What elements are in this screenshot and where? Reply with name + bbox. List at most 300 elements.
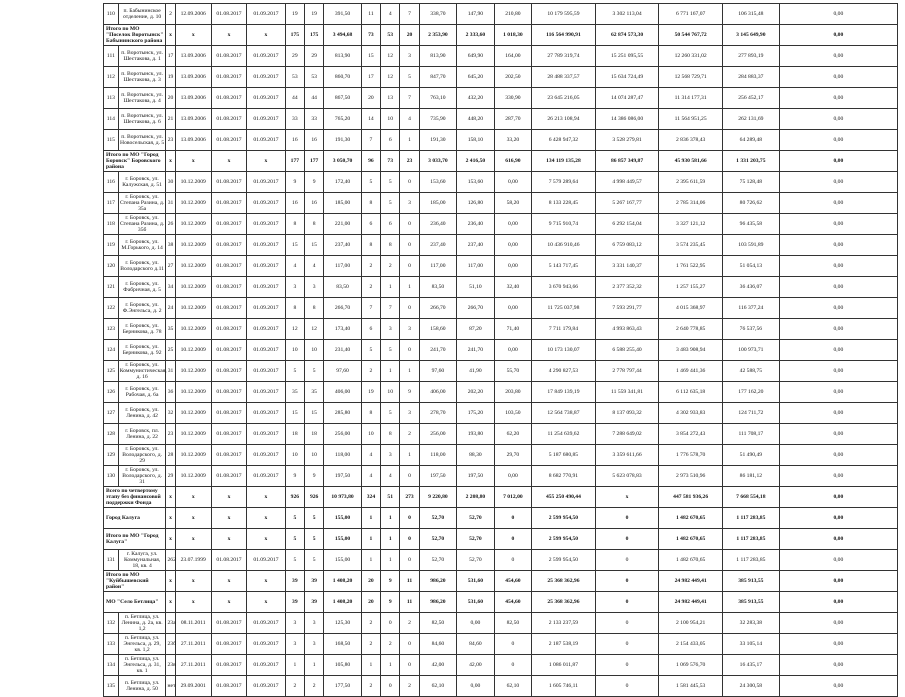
table-cell: 158,10 <box>457 130 494 151</box>
table-cell: 1 257 155,27 <box>659 277 723 298</box>
table-cell: 0 <box>400 655 419 676</box>
table-cell: 2 416,50 <box>457 151 494 172</box>
table-cell: x <box>166 592 175 613</box>
table-cell: 6 428 947,32 <box>532 130 596 151</box>
table-cell: 0 <box>400 298 419 319</box>
table-cell: 0,00 <box>779 298 897 319</box>
table-cell: 125,30 <box>324 613 361 634</box>
table-cell: 01.09.2017 <box>247 277 286 298</box>
table-cell: 105,80 <box>324 655 361 676</box>
table-cell: 454,60 <box>494 571 531 592</box>
table-cell: 10.12.2009 <box>175 256 211 277</box>
table-cell: x <box>211 487 246 508</box>
table-cell: 6 <box>381 130 400 151</box>
table-cell: 0 <box>595 592 659 613</box>
table-cell: 10 179 595,59 <box>532 4 596 25</box>
table-cell: 4 <box>361 466 380 487</box>
table-cell: 106 315,48 <box>722 4 779 25</box>
table-cell: 73 <box>381 151 400 172</box>
table-cell: 1 482 670,65 <box>659 550 723 571</box>
table-cell: 01.08.2017 <box>211 445 246 466</box>
table-cell: 8 <box>285 298 304 319</box>
table-cell: 324 <box>361 487 380 508</box>
table-cell: 3 <box>400 319 419 340</box>
table-cell: 3 327 121,12 <box>659 214 723 235</box>
table-cell: 1 <box>400 361 419 382</box>
table-cell: 2 208,80 <box>457 487 494 508</box>
table-cell: x <box>595 487 659 508</box>
table-cell: 4 <box>305 256 324 277</box>
table-cell: 0,00 <box>779 361 897 382</box>
table-cell: 30 <box>166 172 175 193</box>
table-cell: 39 <box>285 571 304 592</box>
table-cell: 1 <box>381 508 400 529</box>
table-cell: 3 <box>381 319 400 340</box>
table-cell: 10.12.2009 <box>175 193 211 214</box>
subtotal-label: МО "Село Бетлица" <box>104 592 166 613</box>
table-cell: 11 <box>361 4 380 25</box>
table-cell: 860,70 <box>324 67 361 88</box>
table-cell: 01.08.2017 <box>211 235 246 256</box>
table-cell: 448,20 <box>457 109 494 130</box>
address-cell: п. Воротынск, ул. Шестакова, д. 1 <box>118 46 166 67</box>
table-cell: 27 789 319,74 <box>532 46 596 67</box>
table-cell: 153,60 <box>419 172 456 193</box>
table-cell: 1 <box>305 655 324 676</box>
row-number: 129 <box>104 445 119 466</box>
table-cell: 29.09.2001 <box>175 676 211 697</box>
table-cell: x <box>166 25 175 46</box>
table-cell: 3 302 113,04 <box>595 4 659 25</box>
table-cell: 4 015 368,97 <box>659 298 723 319</box>
table-cell: 2 599 954,50 <box>532 529 596 550</box>
row-number: 126 <box>104 382 119 403</box>
table-cell: 01.09.2017 <box>247 424 286 445</box>
table-cell: 1 <box>361 655 380 676</box>
table-cell: 0,00 <box>779 634 897 655</box>
table-cell: 32 283,38 <box>722 613 779 634</box>
table-cell: 2 <box>361 277 380 298</box>
table-cell: 39 <box>305 571 324 592</box>
table-cell: 278,70 <box>419 403 456 424</box>
table-cell: 28 488 337,57 <box>532 67 596 88</box>
table-cell: 39 <box>285 592 304 613</box>
table-cell: x <box>211 529 246 550</box>
table-cell: 9 <box>381 592 400 613</box>
table-cell: 0,00 <box>779 529 897 550</box>
address-cell: п. Воротынск, ул. Шестакова, д. 4 <box>118 88 166 109</box>
table-cell: 20 <box>166 88 175 109</box>
table-cell: 1 <box>400 277 419 298</box>
table-cell: 16 435,17 <box>722 655 779 676</box>
table-cell: 13.09.2006 <box>175 130 211 151</box>
table-cell: 01.08.2017 <box>211 655 246 676</box>
table-cell: 10 <box>305 445 324 466</box>
row-number: 119 <box>104 235 119 256</box>
row-number: 114 <box>104 109 119 130</box>
row-number: 115 <box>104 130 119 151</box>
table-cell: 32 <box>166 403 175 424</box>
table-cell: 926 <box>305 487 324 508</box>
table-cell: 01.08.2017 <box>211 130 246 151</box>
table-cell: 454,60 <box>494 592 531 613</box>
table-cell: 338,70 <box>419 4 456 25</box>
table-cell: 13.09.2006 <box>175 109 211 130</box>
table-cell: 447 581 936,26 <box>659 487 723 508</box>
table-cell: 1 <box>381 655 400 676</box>
table-cell: 10.12.2009 <box>175 382 211 403</box>
address-cell: п. Воротынск, ул. Шестакова, д. 3 <box>118 67 166 88</box>
table-cell: 10.12.2009 <box>175 340 211 361</box>
table-cell: 9 <box>381 571 400 592</box>
table-cell: нет <box>166 676 175 697</box>
table-cell: 87,20 <box>457 319 494 340</box>
table-cell: 210,80 <box>494 4 531 25</box>
address-cell: г. Боровск, ул. Володарского д.11 <box>118 256 166 277</box>
table-cell: 0,00 <box>779 676 897 697</box>
table-cell: 0,00 <box>779 235 897 256</box>
table-cell: 0,00 <box>779 25 897 46</box>
table-cell: 2 395 611,59 <box>659 172 723 193</box>
table-cell: 96 <box>361 151 380 172</box>
table-cell: 3 <box>305 613 324 634</box>
address-cell: г. Боровск, ул. Берникова, д. 92 <box>118 340 166 361</box>
table-cell: 12 <box>305 319 324 340</box>
table-cell: 15 <box>361 46 380 67</box>
address-cell: г. Боровск, ул. М.Горького, д. 14 <box>118 235 166 256</box>
table-cell: 29 <box>166 466 175 487</box>
subtotal-label: Итого по МО "Город Боровск" Боровского района <box>104 151 166 172</box>
table-cell: 10.12.2009 <box>175 424 211 445</box>
table-cell: 0 <box>595 529 659 550</box>
table-cell: 2 778 797,44 <box>595 361 659 382</box>
table-row <box>104 256 898 277</box>
table-cell: 5 <box>285 550 304 571</box>
table-cell: 134 119 135,28 <box>532 151 596 172</box>
table-cell: 62,10 <box>419 676 456 697</box>
table-cell: 3 <box>381 445 400 466</box>
table-cell: 0 <box>494 529 531 550</box>
table-cell: x <box>247 529 286 550</box>
table-cell: 9 <box>285 466 304 487</box>
table-cell: x <box>166 529 175 550</box>
table-cell: x <box>166 571 175 592</box>
table-cell: 20 <box>361 88 380 109</box>
table-cell: 10.12.2009 <box>175 172 211 193</box>
table-cell: 86 181,12 <box>722 466 779 487</box>
table-cell: 813,90 <box>419 46 456 67</box>
table-cell: 11 725 037,98 <box>532 298 596 319</box>
table-cell: 4 290 827,53 <box>532 361 596 382</box>
table-cell: 58,20 <box>494 193 531 214</box>
table-cell: 35 <box>166 319 175 340</box>
table-cell: 0 <box>494 634 531 655</box>
table-cell: 616,90 <box>494 151 531 172</box>
table-cell: 3 670 943,66 <box>532 277 596 298</box>
table-cell: 0,00 <box>494 256 531 277</box>
table-cell: 27.11.2011 <box>175 634 211 655</box>
table-cell: 01.08.2017 <box>211 319 246 340</box>
table-cell: 01.08.2017 <box>211 634 246 655</box>
table-cell: 55,70 <box>494 361 531 382</box>
table-cell: 01.08.2017 <box>211 424 246 445</box>
table-cell: 33 <box>285 109 304 130</box>
table-cell: 0,00 <box>779 340 897 361</box>
table-cell: 0,00 <box>779 571 897 592</box>
table-cell: 0 <box>400 235 419 256</box>
table-cell: 273 <box>400 487 419 508</box>
table-cell: 26 213 108,94 <box>532 109 596 130</box>
table-cell: 0,00 <box>779 214 897 235</box>
table-cell: 284 883,37 <box>722 67 779 88</box>
table-row <box>104 277 898 298</box>
table-cell: 71,40 <box>494 319 531 340</box>
table-cell: 1 331 203,75 <box>722 151 779 172</box>
table-cell: 153,60 <box>457 172 494 193</box>
table-cell: 01.08.2017 <box>211 613 246 634</box>
table-cell: 01.09.2017 <box>247 193 286 214</box>
table-cell: 5 <box>381 403 400 424</box>
table-cell: 01.08.2017 <box>211 382 246 403</box>
address-cell: п. Воротынск, ул. Новосельская, д. 5 <box>118 130 166 151</box>
table-cell: 62 874 573,30 <box>595 25 659 46</box>
table-cell: 266,70 <box>419 298 456 319</box>
table-cell: 185,00 <box>324 193 361 214</box>
table-cell: 3 050,70 <box>324 151 361 172</box>
table-cell: 0,00 <box>779 487 897 508</box>
table-cell: 0 <box>400 550 419 571</box>
table-cell: 15 <box>305 235 324 256</box>
table-cell: 1 <box>361 529 380 550</box>
table-cell: 0 <box>400 340 419 361</box>
table-cell: 52,70 <box>457 550 494 571</box>
table-cell: 10.12.2009 <box>175 214 211 235</box>
table-cell: x <box>247 25 286 46</box>
table-cell: 1 <box>381 529 400 550</box>
table-cell: 50 544 767,72 <box>659 25 723 46</box>
table-cell: 118,00 <box>324 445 361 466</box>
table-cell: 645,20 <box>457 67 494 88</box>
table-cell: 82,50 <box>494 613 531 634</box>
table-cell: 0,00 <box>779 613 897 634</box>
table-cell: 177,50 <box>324 676 361 697</box>
table-cell: 2 599 954,50 <box>532 508 596 529</box>
table-cell: 86 857 349,87 <box>595 151 659 172</box>
table-cell: 0,00 <box>779 319 897 340</box>
table-cell: 15 <box>305 403 324 424</box>
table-cell: 0,00 <box>779 508 897 529</box>
table-cell: 4 <box>381 4 400 25</box>
table-cell: 2 <box>400 676 419 697</box>
table-cell: 14 386 086,00 <box>595 109 659 130</box>
table-cell: 2 353,90 <box>419 25 456 46</box>
table-cell: 19 <box>285 4 304 25</box>
table-cell: 1 <box>361 550 380 571</box>
table-cell: 7 <box>361 130 380 151</box>
table-cell: 01.09.2017 <box>247 46 286 67</box>
table-cell: 1 482 670,65 <box>659 508 723 529</box>
table-cell: 6 588 255,40 <box>595 340 659 361</box>
address-cell: г. Боровск, ул. Фабричная, д. 5 <box>118 277 166 298</box>
table-cell: 237,40 <box>457 235 494 256</box>
table-cell: 277 893,19 <box>722 46 779 67</box>
table-cell: 6 759 083,12 <box>595 235 659 256</box>
table-cell: 9 <box>285 172 304 193</box>
table-cell: 5 <box>400 67 419 88</box>
table-cell: 1 408,20 <box>324 571 361 592</box>
table-cell: 0 <box>400 256 419 277</box>
table-cell: 01.08.2017 <box>211 46 246 67</box>
table-cell: 12 <box>285 319 304 340</box>
table-cell: 2 333,60 <box>457 25 494 46</box>
table-cell: 6 771 167,07 <box>659 4 723 25</box>
table-cell: 29 <box>285 46 304 67</box>
table-cell: 3 359 611,66 <box>595 445 659 466</box>
table-cell: 8 <box>381 235 400 256</box>
subtotal-label: Итого по МО "Поселок Воротынск" Бабынинского района <box>104 25 166 46</box>
subtotal-label: Город Калуга <box>104 508 166 529</box>
table-cell: 3 494,68 <box>324 25 361 46</box>
row-number: 111 <box>104 46 119 67</box>
table-cell: 1 117 283,85 <box>722 550 779 571</box>
table-cell: 01.08.2017 <box>211 67 246 88</box>
table-cell: 33,20 <box>494 130 531 151</box>
table-cell: 172,40 <box>324 172 361 193</box>
table-cell: 01.09.2017 <box>247 361 286 382</box>
table-cell: 0,00 <box>779 256 897 277</box>
table-cell: 51 490,49 <box>722 445 779 466</box>
table-cell: 14 <box>361 109 380 130</box>
table-row <box>104 634 898 655</box>
table-cell: 385 913,55 <box>722 592 779 613</box>
table-cell: 117,00 <box>324 256 361 277</box>
table-row <box>104 214 898 235</box>
table-cell: 44 <box>285 88 304 109</box>
table-cell: 8 <box>285 214 304 235</box>
address-cell: п. Бетлица, ул. Энгельса, д. 29, кв. 1,2 <box>118 634 166 655</box>
table-cell: 4 993 863,43 <box>595 319 659 340</box>
table-cell: 1 761 522,95 <box>659 256 723 277</box>
table-cell: 3 <box>285 634 304 655</box>
address-cell: г. Боровск, ул. Степана Разина, д. 35б <box>119 214 165 234</box>
table-cell: 52,70 <box>419 529 456 550</box>
table-cell: 2 377 352,32 <box>595 277 659 298</box>
table-cell: 21 <box>166 109 175 130</box>
table-cell: 0 <box>381 676 400 697</box>
table-cell: 10.12.2009 <box>175 277 211 298</box>
table-cell: 203,80 <box>494 382 531 403</box>
table-cell: 1 <box>381 550 400 571</box>
table-cell: 241,70 <box>457 340 494 361</box>
table-cell: 1 <box>400 130 419 151</box>
table-cell: 51 <box>381 487 400 508</box>
table-cell: 0,00 <box>779 466 897 487</box>
row-number: 123 <box>104 319 119 340</box>
table-cell: 18 <box>285 424 304 445</box>
table-cell: 0,00 <box>779 109 897 130</box>
subtotal-row <box>104 592 898 613</box>
table-cell: 6 292 154,04 <box>595 214 659 235</box>
table-cell: 01.09.2017 <box>247 550 286 571</box>
table-cell: 0,00 <box>779 67 897 88</box>
table-cell: 19 <box>166 67 175 88</box>
table-cell: 155,00 <box>324 550 361 571</box>
table-cell: x <box>211 508 246 529</box>
table-cell: 117,00 <box>457 256 494 277</box>
table-cell: 51,10 <box>457 277 494 298</box>
table-cell: 765,20 <box>324 109 361 130</box>
table-cell: 3 145 649,90 <box>722 25 779 46</box>
table-cell: 0,00 <box>779 4 897 25</box>
table-cell: 27.11.2011 <box>175 655 211 676</box>
address-cell: г. Боровск, пл. Ленина, д. 22 <box>118 424 166 445</box>
table-cell: 16 <box>305 130 324 151</box>
row-number: 127 <box>104 403 119 424</box>
table-cell: x <box>247 151 286 172</box>
address-cell: п. Бабынинское отделение, д. 10 <box>118 4 166 25</box>
row-number: 110 <box>104 4 119 25</box>
table-row <box>104 613 898 634</box>
subtotal-row <box>104 151 898 172</box>
table-cell: 0 <box>595 508 659 529</box>
table-cell: 10 <box>285 445 304 466</box>
table-cell: 53 <box>381 25 400 46</box>
table-cell: 96 435,58 <box>722 214 779 235</box>
table-cell: 01.08.2017 <box>211 193 246 214</box>
table-cell: 185,00 <box>419 193 456 214</box>
table-row <box>104 46 898 67</box>
table-cell: x <box>211 25 246 46</box>
table-cell: 406,00 <box>324 382 361 403</box>
table-cell: 5 623 078,83 <box>595 466 659 487</box>
table-cell: 16 <box>285 130 304 151</box>
table-cell: x <box>175 529 211 550</box>
table-cell: x <box>247 592 286 613</box>
table-cell: 01.09.2017 <box>247 67 286 88</box>
table-cell: 11 314 177,31 <box>659 88 723 109</box>
table-cell: 7 579 289,64 <box>532 172 596 193</box>
table-cell: 01.08.2017 <box>211 4 246 25</box>
table-cell: 29 <box>305 46 324 67</box>
table-row <box>104 424 898 445</box>
table-cell: 2 <box>361 256 380 277</box>
address-cell: п. Бетлица, ул. Энгельса, д. 31, кв. 1 <box>118 655 166 676</box>
table-cell: 432,20 <box>457 88 494 109</box>
address-cell: г. Калуга, ул. Коммунальная, 18, кв. 4 <box>118 550 166 571</box>
table-cell: 25 368 362,96 <box>532 592 596 613</box>
table-cell: 0,00 <box>457 613 494 634</box>
table-cell: 3 <box>285 613 304 634</box>
table-cell: 191,30 <box>419 130 456 151</box>
table-cell: 5 <box>285 529 304 550</box>
table-row <box>104 466 898 487</box>
table-cell: 8 682 770,91 <box>532 466 596 487</box>
table-cell: 6 <box>361 319 380 340</box>
table-cell: 649,90 <box>457 46 494 67</box>
table-cell: 0,00 <box>457 676 494 697</box>
table-cell: 17 849 139,19 <box>532 382 596 403</box>
table-cell: 8 137 093,32 <box>595 403 659 424</box>
table-cell: x <box>175 487 211 508</box>
table-cell: 2 <box>381 256 400 277</box>
table-cell: 11 254 639,62 <box>532 424 596 445</box>
table-cell: 01.08.2017 <box>211 88 246 109</box>
table-cell: 0,00 <box>779 46 897 67</box>
table-cell: 24 982 449,41 <box>659 571 723 592</box>
table-cell: 5 187 680,85 <box>532 445 596 466</box>
address-cell: г. Боровск, ул. Коммунистическая, д. 16 <box>119 361 167 381</box>
table-cell: 221,00 <box>324 214 361 235</box>
